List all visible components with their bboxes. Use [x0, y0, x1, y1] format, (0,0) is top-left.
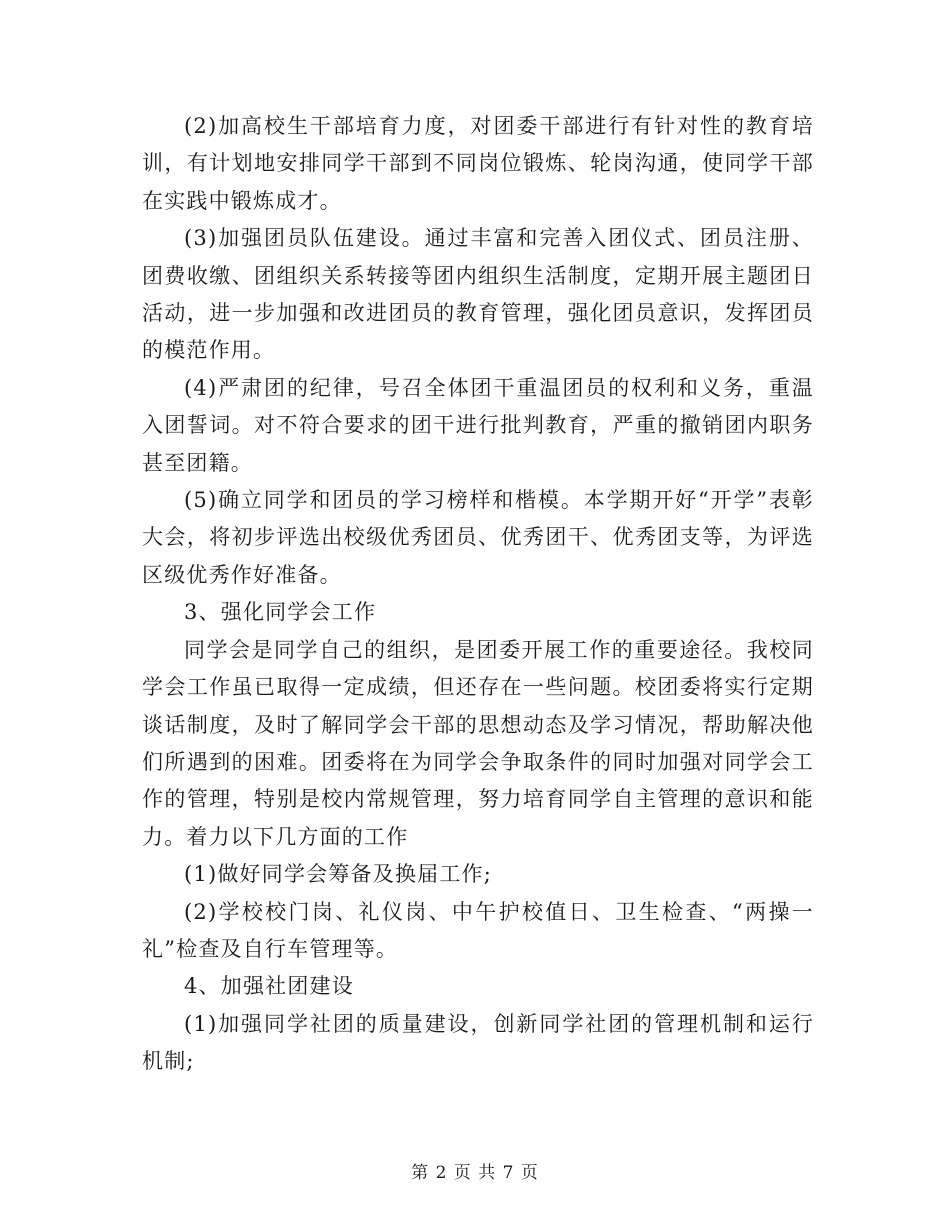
list-item-club-quality: (1)加强同学社团的质量建设，创新同学社团的管理机制和运行机制; — [142, 1011, 814, 1074]
section-heading-student-union: 3、强化同学会工作 — [184, 600, 377, 625]
list-item-union-election: (1)做好同学会筹备及换届工作; — [184, 862, 493, 887]
paragraph-role-models: (5)确立同学和团员的学习榜样和楷模。本学期开好“开学”表彰大会，将初步评选出校级优秀团员、优秀团干、优秀团支等，为评选区级优秀作好准备。 — [142, 488, 814, 587]
paragraph-discipline: (4)严肃团的纪律，号召全体团干重温团员的权利和义务，重温入团誓词。对不符合要求的团干进行批判教育，严重的撤销团内职务甚至团籍。 — [142, 375, 814, 475]
document-body — [142, 108, 814, 1081]
section-heading-clubs: 4、加强社团建设 — [184, 974, 354, 999]
paragraph-member-team-building: (3)加强团员队伍建设。通过丰富和完善入团仪式、团员注册、团费收缴、团组织关系转接等团内组织生活制度，定期开展主题团日活动，进一步加强和改进团员的教育管理，强化团员意识，发挥团员的模范作用。 — [142, 226, 814, 363]
list-item-campus-duty: (2)学校校门岗、礼仪岗、中午护校值日、卫生检查、“两操一礼”检查及自行车管理等。 — [142, 899, 814, 961]
paragraph-cadre-training: (2)加高校生干部培育力度，对团委干部进行有针对性的教育培训，有计划地安排同学干部到不同岗位锻炼、轮岗沟通，使同学干部在实践中锻炼成才。 — [142, 114, 814, 213]
paragraph-student-union: 同学会是同学自己的组织，是团委开展工作的重要途径。我校同学会工作虽已取得一定成绩，但还存在一些问题。校团委将实行定期谈话制度，及时了解同学会干部的思想动态及学习情况，帮助解决他们所遇到的困难。团委将在为同学会争取条件的同时加强对同学会工作的管理，特别是校内常规管理，努力培育同学自主管理的意识和能力。着力以下几方面的工作 — [142, 637, 814, 849]
page-number-footer: 第 2 页 共 7 页 — [411, 1163, 539, 1183]
